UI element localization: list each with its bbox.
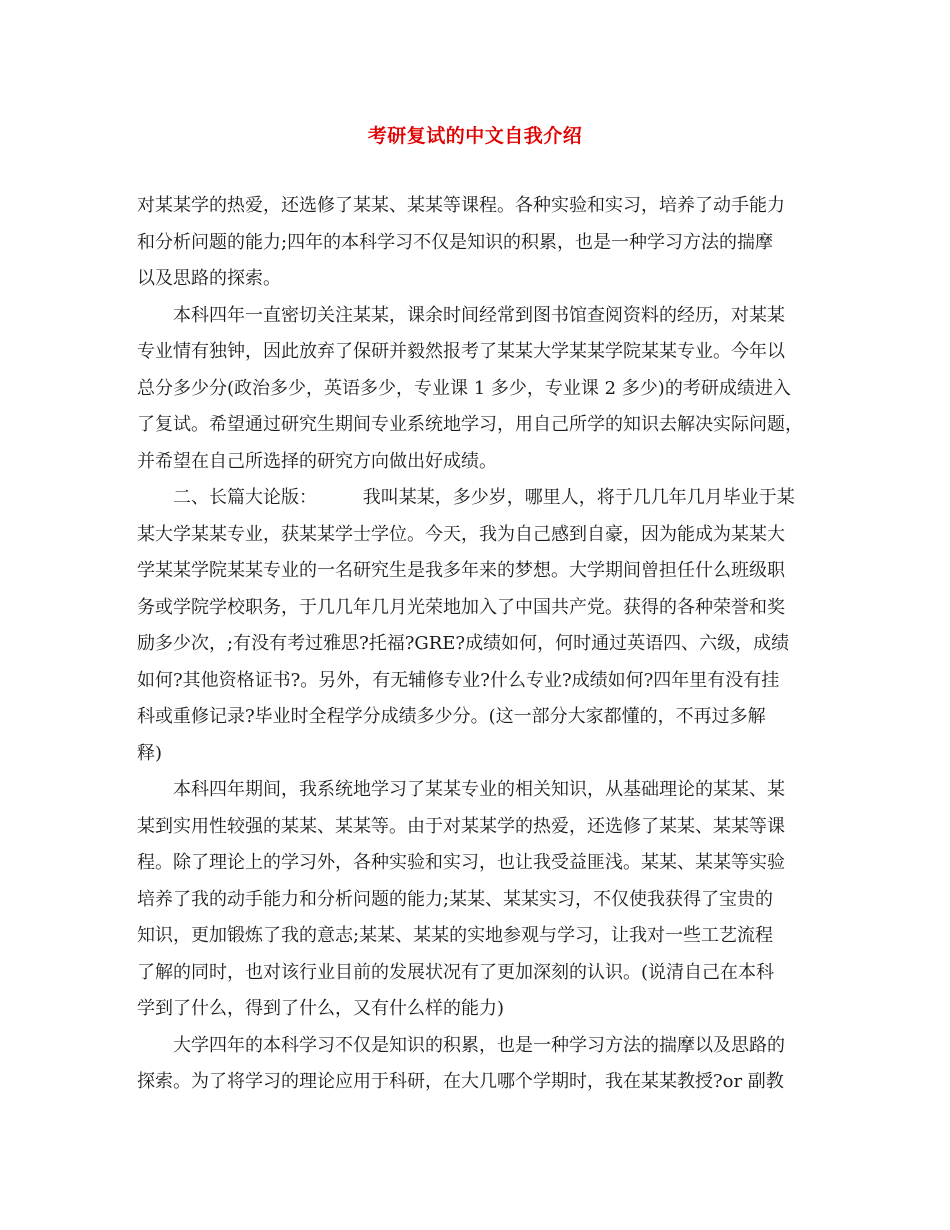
- document-body: [137, 188, 821, 1101]
- text-line: 专业情有独钟，因此放弃了保研并毅然报考了某某大学某某学院某某专业。今年以: [137, 341, 785, 362]
- text-line: 探索。为了将学习的理论应用于科研，在大几哪个学期时，我在某某教授?or 副教: [137, 1071, 784, 1092]
- text-line: 释): [137, 742, 163, 764]
- text-line: 程。除了理论上的学习外，各种实验和实习，也让我受益匪浅。某某、某某等实验: [137, 852, 785, 873]
- text-line: 知识，更加锻炼了我的意志;某某、某某的实地参观与学习，让我对一些工艺流程: [137, 925, 774, 946]
- text-line: 如何?其他资格证书?。另外，有无辅修专业?什么专业?成绩如何?四年里有没有挂: [137, 669, 780, 691]
- text-line: 某大学某某专业，获某某学士学位。今天，我为自己感到自豪，因为能成为某某大: [137, 523, 785, 545]
- text-line: 和分析问题的能力;四年的本科学习不仅是知识的积累，也是一种学习方法的揣摩: [137, 231, 774, 253]
- text-line: 科或重修记录?毕业时全程学分成绩多少分。(这一部分大家都懂的，不再过多解: [137, 706, 766, 727]
- text-line: 了解的同时，也对该行业目前的发展状况有了更加深刻的认识。(说清自己在本科: [137, 961, 775, 983]
- text-line: 学某某学院某某专业的一名研究生是我多年来的梦想。大学期间曾担任什么班级职: [137, 560, 785, 581]
- paragraph-first-line: 大学四年的本科学习不仅是知识的积累，也是一种学习方法的揣摩以及思路的: [173, 1034, 785, 1056]
- text-line: 对某某学的热爱，还选修了某某、某某等课程。各种实验和实习，培养了动手能力: [137, 195, 785, 216]
- document-title: 考研复试的中文自我介绍: [367, 125, 583, 147]
- text-line: 并希望在自己所选择的研究方向做出好成绩。: [137, 450, 497, 472]
- text-line: 某到实用性较强的某某、某某等。由于对某某学的热爱，还选修了某某、某某等课: [137, 815, 785, 837]
- text-line: 以及思路的探索。: [137, 268, 281, 289]
- text-line: 励多少次，;有没有考过雅思?托福?GRE?成绩如何，何时通过英语四、六级，成绩: [137, 633, 790, 654]
- text-line: 培养了我的动手能力和分析问题的能力;某某、某某实习，不仅使我获得了宝贵的: [137, 888, 774, 910]
- text-line: 务或学院学校职务，于几几年几月光荣地加入了中国共产党。获得的各种荣誉和奖: [137, 596, 785, 618]
- text-line: 总分多少分(政治多少，英语多少，专业课 1 多少，专业课 2 多少)的考研成绩进入: [137, 377, 791, 399]
- paragraph-first-line: 本科四年期间，我系统地学习了某某专业的相关知识，从基础理论的某某、某: [173, 779, 785, 800]
- paragraph-first-line: 本科四年一直密切关注某某，课余时间经常到图书馆查阅资料的经历，对某某: [173, 304, 785, 326]
- text-line: 学到了什么，得到了什么，又有什么样的能力): [137, 998, 505, 1019]
- paragraph-first-line: 二、长篇大论版： 我叫某某，多少岁，哪里人，将于几几年几月毕业于某: [173, 487, 795, 508]
- text-line: 了复试。希望通过研究生期间专业系统地学习，用自己所学的知识去解决实际问题，: [137, 414, 803, 435]
